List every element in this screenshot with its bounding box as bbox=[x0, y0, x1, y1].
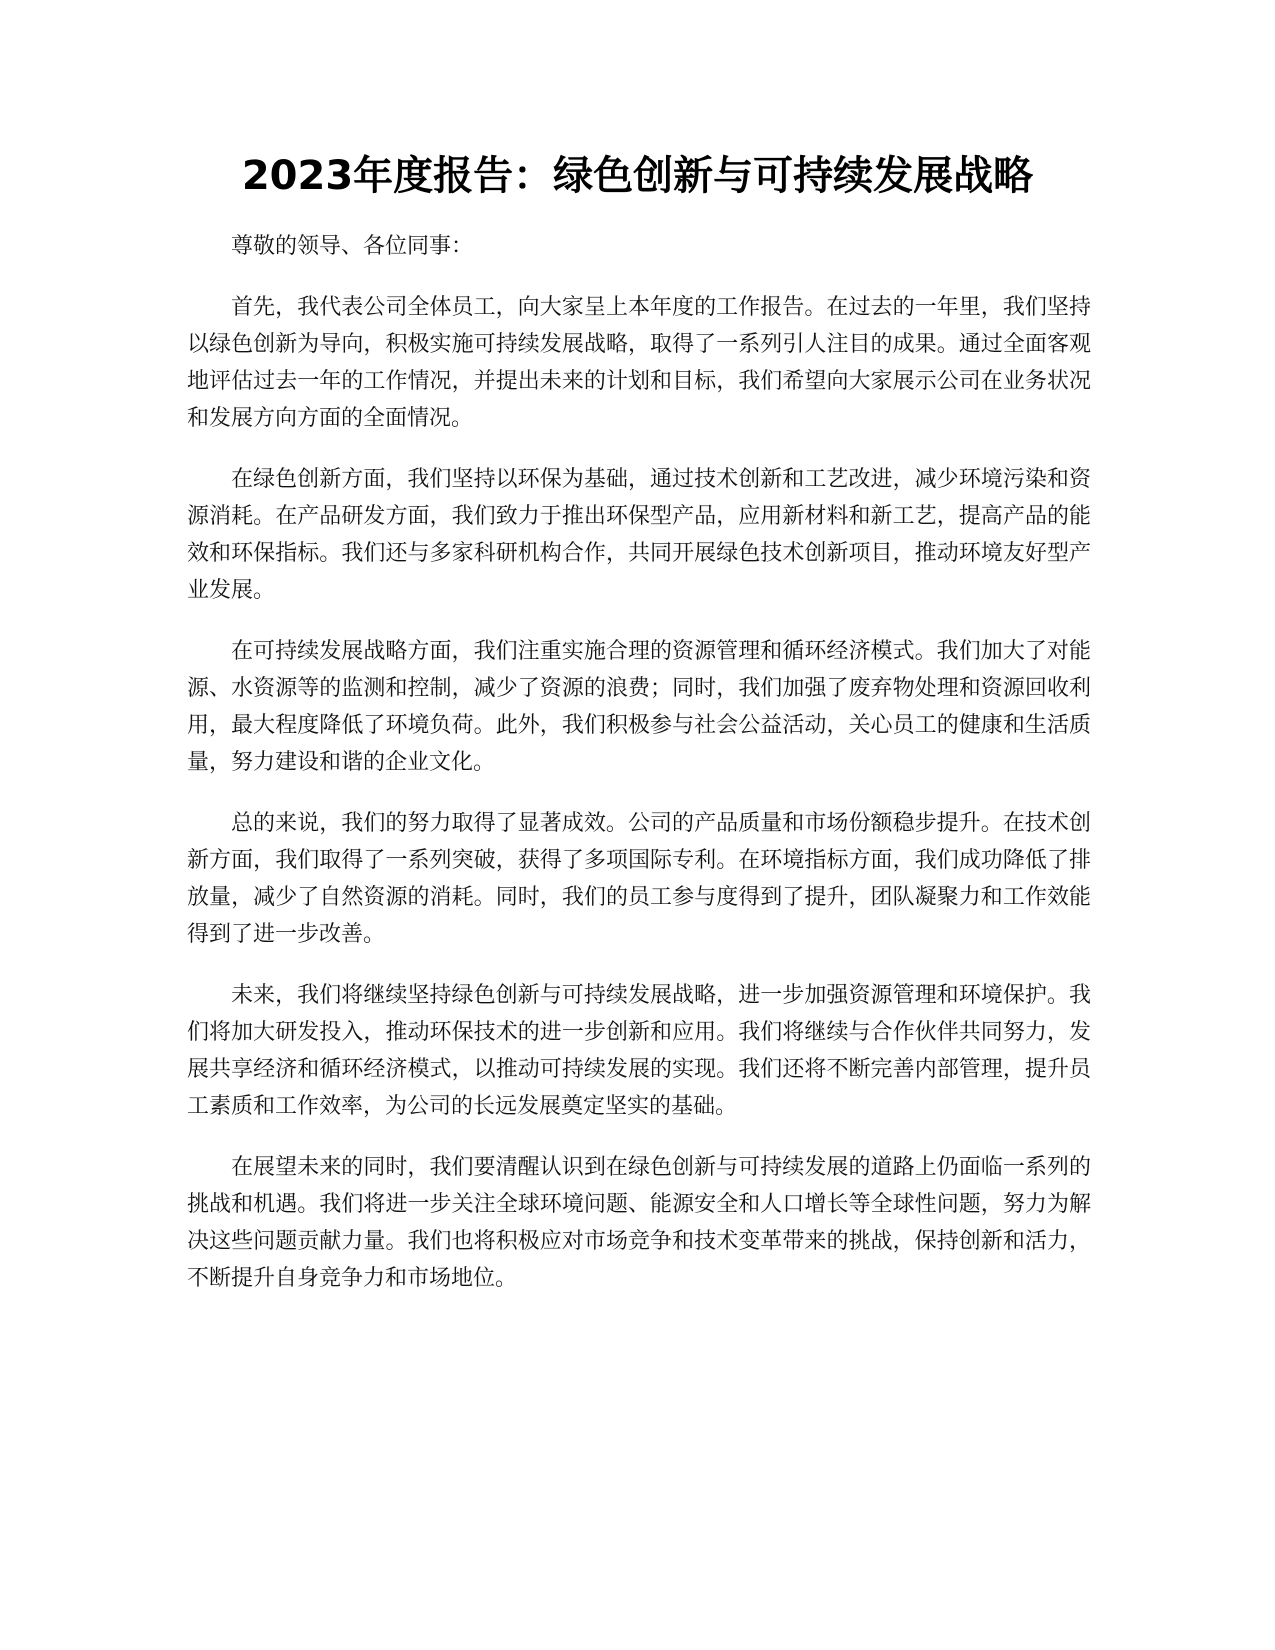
document-body bbox=[187, 228, 1091, 1321]
paragraph-challenges: 在展望未来的同时，我们要清醒认识到在绿色创新与可持续发展的道路上仍面临一系列的挑战和机遇。我们将进一步关注全球环境问题、能源安全和人口增长等全球性问题，努力为解决这些问题贡献力量。我们也将积极应对市场竞争和技术变革带来的挑战，保持创新和活力，不断提升自身竞争力和市场地位。 bbox=[187, 1155, 1091, 1291]
salutation: 尊敬的领导、各位同事： bbox=[231, 234, 474, 259]
paragraph-green-innovation: 在绿色创新方面，我们坚持以环保为基础，通过技术创新和工艺改进，减少环境污染和资源消耗。在产品研发方面，我们致力于推出环保型产品，应用新材料和新工艺，提高产品的能效和环保指标。我们还与多家科研机构合作，共同开展绿色技术创新项目，推动环境友好型产业发展。 bbox=[187, 467, 1091, 603]
paragraph-intro: 首先，我代表公司全体员工，向大家呈上本年度的工作报告。在过去的一年里，我们坚持以绿色创新为导向，积极实施可持续发展战略，取得了一系列引人注目的成果。通过全面客观地评估过去一年的工作情况，并提出未来的计划和目标，我们希望向大家展示公司在业务状况和发展方向方面的全面情况。 bbox=[187, 295, 1091, 431]
paragraph-future-plans: 未来，我们将继续坚持绿色创新与可持续发展战略，进一步加强资源管理和环境保护。我们将加大研发投入，推动环保技术的进一步创新和应用。我们将继续与合作伙伴共同努力，发展共享经济和循环经济模式，以推动可持续发展的实现。我们还将不断完善内部管理，提升员工素质和工作效率，为公司的长远发展奠定坚实的基础。 bbox=[187, 983, 1091, 1119]
paragraph-sustainability-strategy: 在可持续发展战略方面，我们注重实施合理的资源管理和循环经济模式。我们加大了对能源、水资源等的监测和控制，减少了资源的浪费；同时，我们加强了废弃物处理和资源回收利用，最大程度降低了环境负荷。此外，我们积极参与社会公益活动，关心员工的健康和生活质量，努力建设和谐的企业文化。 bbox=[187, 639, 1091, 775]
paragraph-summary: 总的来说，我们的努力取得了显著成效。公司的产品质量和市场份额稳步提升。在技术创新方面，我们取得了一系列突破，获得了多项国际专利。在环境指标方面，我们成功降低了排放量，减少了自然资源的消耗。同时，我们的员工参与度得到了提升，团队凝聚力和工作效能得到了进一步改善。 bbox=[187, 811, 1091, 947]
document-title: 2023年度报告：绿色创新与可持续发展战略 bbox=[241, 153, 1034, 199]
